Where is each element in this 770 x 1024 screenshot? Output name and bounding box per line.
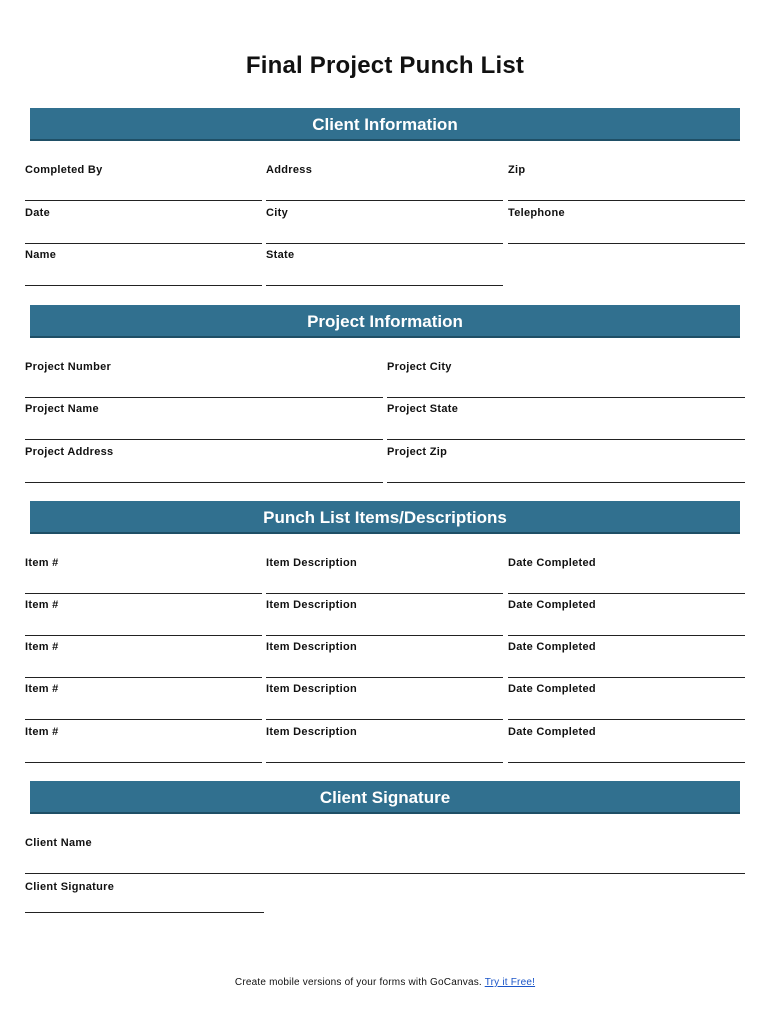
section-header-client-signature: Client Signature xyxy=(30,781,740,814)
client-signature-field[interactable] xyxy=(25,880,264,913)
date-completed-field[interactable] xyxy=(508,725,745,763)
name-field[interactable] xyxy=(25,248,262,286)
project-name-field[interactable] xyxy=(25,402,383,440)
date-completed-label: Date Completed xyxy=(508,599,596,611)
item-number-field[interactable] xyxy=(25,598,262,636)
project-number-field[interactable] xyxy=(25,360,383,398)
item-number-label: Item # xyxy=(25,683,59,695)
project-city-label: Project City xyxy=(387,361,452,373)
project-address-field[interactable] xyxy=(25,445,383,483)
completed-by-label: Completed By xyxy=(25,164,103,176)
item-number-label: Item # xyxy=(25,599,59,611)
name-label: Name xyxy=(25,249,57,261)
item-number-field[interactable] xyxy=(25,725,262,763)
project-address-label: Project Address xyxy=(25,446,114,458)
item-number-label: Item # xyxy=(25,557,59,569)
city-label: City xyxy=(266,207,288,219)
date-completed-field[interactable] xyxy=(508,598,745,636)
zip-field[interactable] xyxy=(508,163,745,201)
item-description-field[interactable] xyxy=(266,725,503,763)
item-description-field[interactable] xyxy=(266,598,503,636)
project-city-field[interactable] xyxy=(387,360,745,398)
page-title: Final Project Punch List xyxy=(245,52,525,79)
client-name-field[interactable] xyxy=(25,836,745,874)
item-number-field[interactable] xyxy=(25,682,262,720)
date-label: Date xyxy=(25,207,51,219)
item-description-label: Item Description xyxy=(266,726,357,738)
project-name-label: Project Name xyxy=(25,403,99,415)
project-zip-label: Project Zip xyxy=(387,446,448,458)
item-description-field[interactable] xyxy=(266,640,503,678)
date-completed-field[interactable] xyxy=(508,682,745,720)
item-description-label: Item Description xyxy=(266,641,357,653)
date-completed-label: Date Completed xyxy=(508,641,596,653)
address-field[interactable] xyxy=(266,163,503,201)
project-state-field[interactable] xyxy=(387,402,745,440)
item-number-label: Item # xyxy=(25,726,59,738)
date-completed-label: Date Completed xyxy=(508,557,596,569)
item-description-label: Item Description xyxy=(266,599,357,611)
telephone-field[interactable] xyxy=(508,206,745,244)
completed-by-field[interactable] xyxy=(25,163,262,201)
item-description-label: Item Description xyxy=(266,557,357,569)
try-it-free-link[interactable]: Try it Free! xyxy=(484,977,536,988)
city-field[interactable] xyxy=(266,206,503,244)
client-signature-label: Client Signature xyxy=(25,881,115,893)
date-completed-field[interactable] xyxy=(508,640,745,678)
telephone-label: Telephone xyxy=(508,207,565,219)
section-header-punch-list: Punch List Items/Descriptions xyxy=(30,501,740,534)
project-zip-field[interactable] xyxy=(387,445,745,483)
date-completed-label: Date Completed xyxy=(508,726,596,738)
state-field[interactable] xyxy=(266,248,503,286)
section-header-project-information: Project Information xyxy=(30,305,740,338)
footer xyxy=(0,977,770,988)
state-label: State xyxy=(266,249,295,261)
item-number-field[interactable] xyxy=(25,640,262,678)
client-name-label: Client Name xyxy=(25,837,92,849)
address-label: Address xyxy=(266,164,313,176)
date-completed-label: Date Completed xyxy=(508,683,596,695)
item-description-field[interactable] xyxy=(266,556,503,594)
item-description-label: Item Description xyxy=(266,683,357,695)
section-header-client-information: Client Information xyxy=(30,108,740,141)
project-state-label: Project State xyxy=(387,403,459,415)
date-completed-field[interactable] xyxy=(508,556,745,594)
date-field[interactable] xyxy=(25,206,262,244)
zip-label: Zip xyxy=(508,164,526,176)
project-number-label: Project Number xyxy=(25,361,112,373)
item-description-field[interactable] xyxy=(266,682,503,720)
item-number-label: Item # xyxy=(25,641,59,653)
item-number-field[interactable] xyxy=(25,556,262,594)
footer-text: Create mobile versions of your forms with GoCanvas. xyxy=(234,977,482,988)
